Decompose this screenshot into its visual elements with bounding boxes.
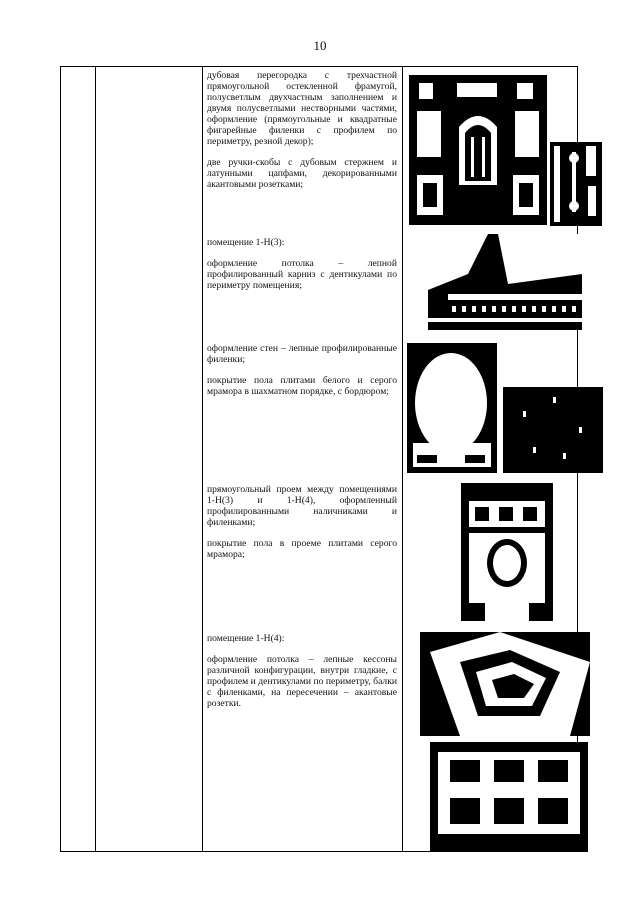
- paragraph: помещение 1-Н(3):: [207, 237, 285, 248]
- coffered-ceiling-photo-1: [420, 632, 590, 736]
- column-divider-2: [202, 67, 203, 851]
- paragraph: помещение 1-Н(4):: [207, 633, 285, 644]
- column-divider-1: [95, 67, 96, 851]
- paragraph: две ручки-скобы с дубовым стержнем и латунными цапфами, декорированными акантовыми розетками;: [207, 157, 397, 190]
- column-divider-3: [402, 67, 403, 851]
- row-2-text: [207, 237, 397, 301]
- paragraph: оформление потолка – лепные кессоны различной конфигурации, внутри гладкие, с профилем и дентикулами по периметру, балки с филенками, на пересечении – акантовые розетки.: [207, 654, 397, 709]
- paragraph: покрытие пола в проеме плитами серого мрамора;: [207, 538, 397, 560]
- paragraph: прямоугольный проем между помещениями 1-Н(3) и 1-Н(4), оформленный профилированными наличниками и филенками;: [207, 484, 397, 528]
- row-1-text: [207, 70, 397, 200]
- page-number: 10: [313, 38, 327, 53]
- coffered-ceiling-photo-2: [430, 742, 588, 852]
- doorway-photo: [445, 483, 569, 621]
- wall-panels-photo: [407, 343, 497, 473]
- paragraph: покрытие пола плитами белого и серого мрамора в шахматном порядке, с бордюром;: [207, 375, 397, 397]
- row-5-text: [207, 633, 397, 719]
- row-3-text: [207, 343, 397, 407]
- paragraph: дубовая перегородка с трехчастной прямоугольной остекленной фрамугой, полусветлым двухчастным заполнением и двумя полусветлыми нестворными частями, оформление (прямоугольные и квадратные фигарейные филенки с профилем по периметру, резной декор);: [207, 70, 397, 147]
- row-4-text: [207, 484, 397, 570]
- paragraph: оформление потолка – лепной профилированный карниз с дентикулами по периметру помещения;: [207, 258, 397, 291]
- partition-photo: [409, 75, 547, 225]
- paragraph: оформление стен – лепные профилированные филенки;: [207, 343, 397, 365]
- door-handle-photo: [550, 142, 602, 226]
- ceiling-cornice-photo: [428, 234, 582, 330]
- marble-floor-photo: [503, 387, 603, 473]
